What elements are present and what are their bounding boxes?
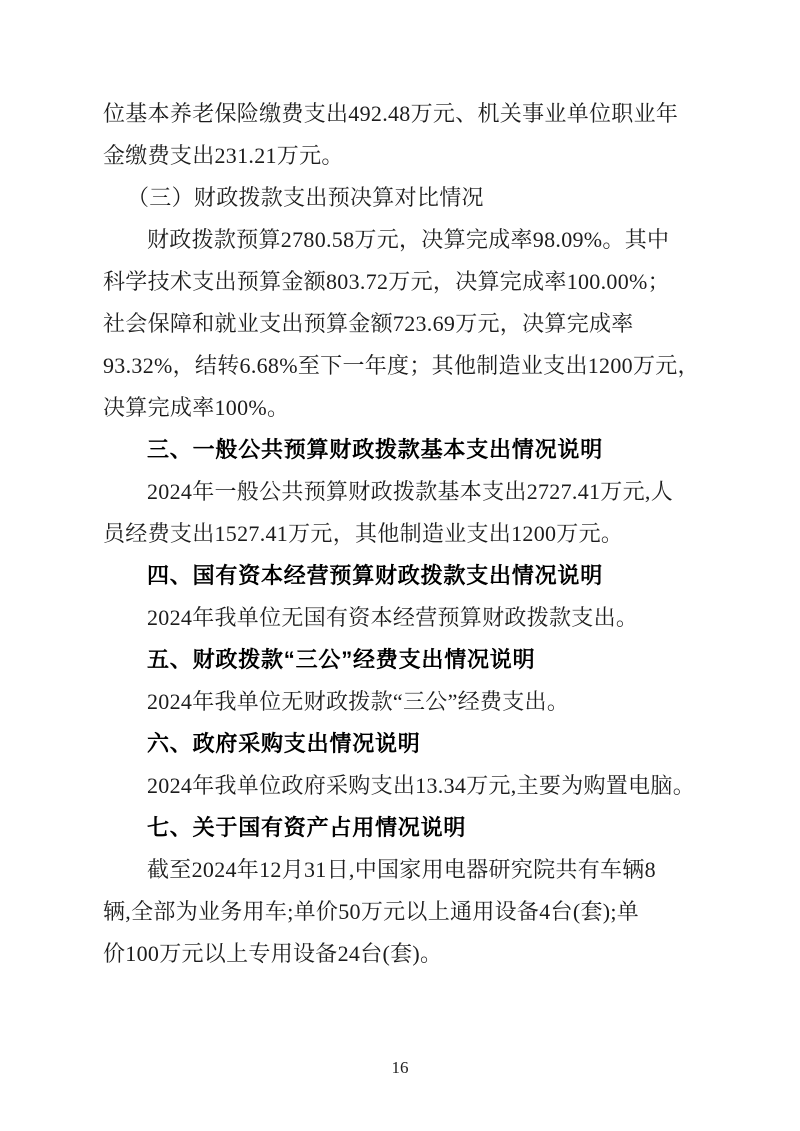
- text-line: 决算完成率100%。: [103, 395, 290, 420]
- text-line: 科学技术支出预算金额803.72万元，决算完成率100.00%；: [103, 269, 670, 294]
- section-heading: 三、一般公共预算财政拨款基本支出情况说明: [147, 437, 604, 462]
- document-body: [103, 93, 703, 975]
- sub-section-heading: （三）财政拨款支出预决算对比情况: [127, 185, 484, 210]
- text-line: 2024年我单位政府采购支出13.34万元,主要为购置电脑。: [147, 773, 696, 798]
- text-line: 截至2024年12月31日,中国家用电器研究院共有车辆8: [147, 857, 656, 882]
- text-line: 社会保障和就业支出预算金额723.69万元，决算完成率: [103, 311, 634, 336]
- section-heading: 六、政府采购支出情况说明: [147, 731, 421, 756]
- section-heading: 七、关于国有资产占用情况说明: [147, 815, 467, 840]
- text-line: 财政拨款预算2780.58万元，决算完成率98.09%。其中: [147, 227, 670, 252]
- page-footer: [0, 1058, 800, 1078]
- text-line: 位基本养老保险缴费支出492.48万元、机关事业单位职业年: [103, 101, 679, 126]
- section-heading: 四、国有资本经营预算财政拨款支出情况说明: [147, 563, 604, 588]
- text-line: 2024年一般公共预算财政拨款基本支出2727.41万元,人: [147, 479, 674, 504]
- text-line: 金缴费支出231.21万元。: [103, 143, 344, 168]
- section-heading: 五、财政拨款“三公”经费支出情况说明: [147, 647, 536, 672]
- text-line: 辆,全部为业务用车;单价50万元以上通用设备4台(套);单: [103, 899, 640, 924]
- text-line: 2024年我单位无财政拨款“三公”经费支出。: [147, 689, 570, 714]
- text-line: 员经费支出1527.41万元，其他制造业支出1200万元。: [103, 521, 624, 546]
- page-number: 16: [391, 1058, 409, 1077]
- text-line: 价100万元以上专用设备24台(套)。: [103, 941, 443, 966]
- text-line: 93.32%，结转6.68%至下一年度；其他制造业支出1200万元，: [103, 353, 700, 378]
- text-line: 2024年我单位无国有资本经营预算财政拨款支出。: [147, 605, 639, 630]
